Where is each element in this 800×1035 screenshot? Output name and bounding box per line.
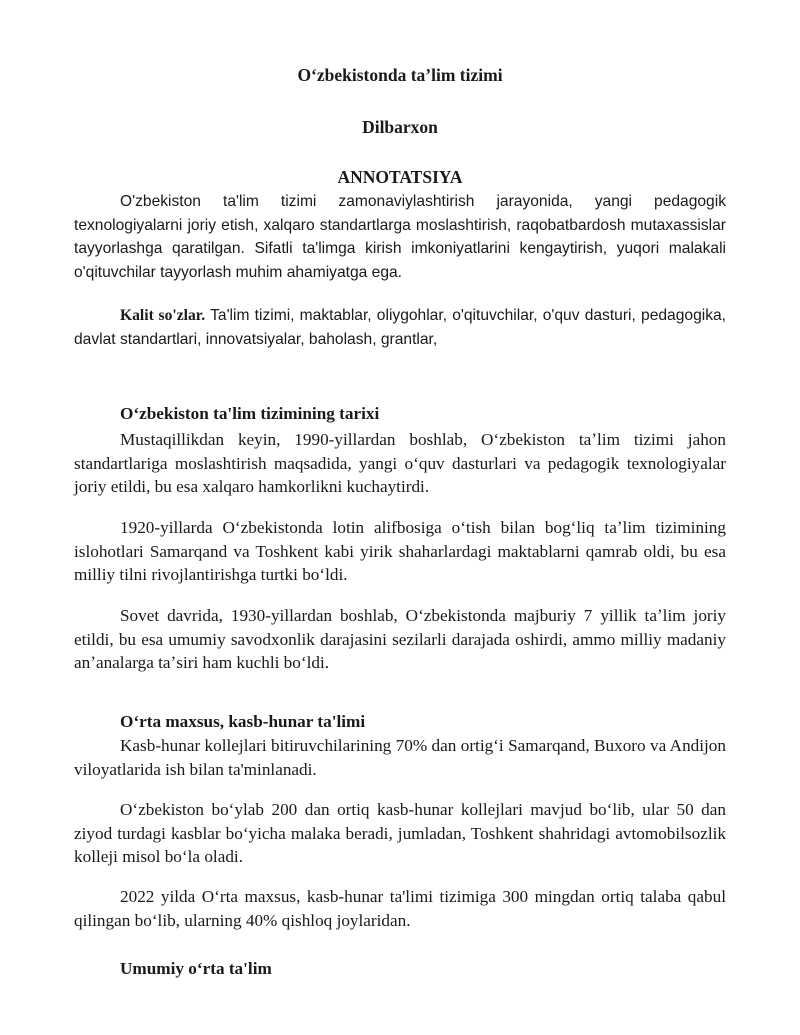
history-paragraph-3: Sovet davrida, 1930-yillardan boshlab, Oʻzbekistonda majburiy 7 yillik taʼlim joriy etildi, bu esa umumiy savodxonlik darajasini sezilarli darajada oshirdi, ammo milliy madaniy anʼanalarga taʼsiri ham kuchli boʻldi.: [74, 606, 726, 672]
history-paragraph-2: 1920-yillarda Oʻzbekistonda lotin alifbosiga oʻtish bilan bogʻliq taʼlim tizimining islohotlari Samarqand va Toshkent kabi yirik shaharlardagi maktablarni qamrab oldi, bu esa milliy tilni rivojlantirishga turtki boʻldi.: [74, 518, 726, 584]
vocational-paragraph-2: Oʻzbekiston boʻylab 200 dan ortiq kasb-hunar kollejlari mavjud boʻlib, ular 50 dan ziyod turdagi kasblar boʻyicha malaka beradi, jumladan, Toshkent shahridagi avtomobilsozlik kolleji misol boʻla oladi.: [74, 800, 726, 866]
history-paragraph-1: Mustaqillikdan keyin, 1990-yillardan boshlab, Oʻzbekiston taʼlim tizimi jahon standartlariga moslashtirish maqsadida, yangi oʻquv dasturlari va pedagogik texnologiyalar joriy etildi, bu esa xalqaro hamkorlikni kuchaytirdi.: [74, 430, 726, 496]
section-heading-vocational: Oʻrta maxsus, kasb-hunar ta'limi: [120, 712, 366, 731]
document-title: Oʻzbekistonda taʼlim tizimi: [297, 65, 503, 85]
keywords-label: Kalit so'zlar.: [120, 307, 206, 324]
section-heading-general: Umumiy oʻrta ta'lim: [120, 959, 272, 978]
vocational-paragraph-3: 2022 yilda Oʻrta maxsus, kasb-hunar ta'limi tizimiga 300 mingdan ortiq talaba qabul qilingan boʻlib, ularning 40% qishloq joylaridan.: [74, 887, 726, 930]
annotation-heading: ANNOTATSIYA: [337, 167, 463, 187]
keywords-paragraph: [74, 304, 726, 351]
author-name: Dilbarxon: [362, 117, 438, 137]
annotation-paragraph: O'zbekiston ta'lim tizimi zamonaviylashtirish jarayonida, yangi pedagogik texnologiyalarni joriy etish, xalqaro standartlarga moslashtirish, raqobatbardosh mutaxassislar tayyorlashga qaratilgan. Sifatli ta'limga kirish imkoniyatlarini kengaytirish, yuqori malakali o'qituvchilar tayyorlash muhim ahamiyatga ega.: [74, 193, 726, 281]
vocational-paragraph-1: Kasb-hunar kollejlari bitiruvchilarining 70% dan ortigʻi Samarqand, Buxoro va Andijon viloyatlarida ish bilan ta'minlanadi.: [74, 736, 726, 779]
keywords-text: Ta'lim tizimi, maktablar, oliygohlar, o'qituvchilar, o'quv dasturi, pedagogika, davlat standartlari, innovatsiyalar, baholash, grantlar,: [74, 307, 727, 348]
section-heading-history: Oʻzbekiston ta'lim tizimining tarixi: [120, 404, 380, 423]
